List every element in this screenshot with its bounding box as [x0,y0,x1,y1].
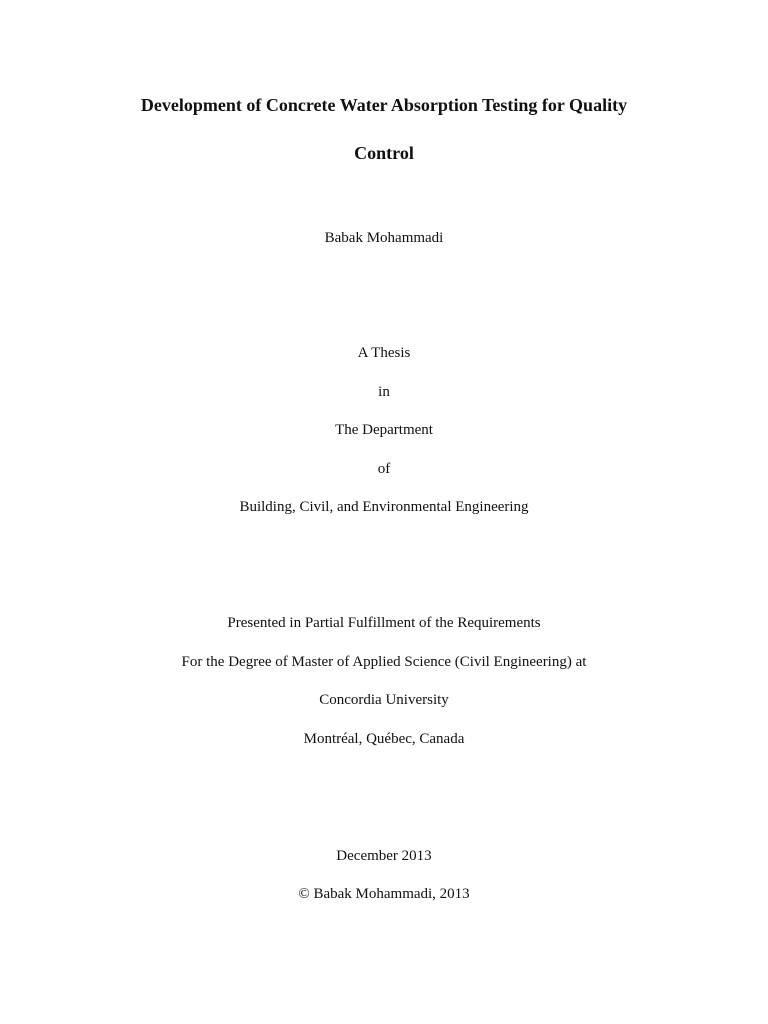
requirements-line-1: Presented in Partial Fulfillment of the Requirements [227,615,541,631]
department-name: Building, Civil, and Environmental Engineering [239,499,529,515]
in-label: in [378,384,390,400]
copyright-notice: © Babak Mohammadi, 2013 [298,886,470,902]
submission-date: December 2013 [336,848,432,864]
thesis-title-line-2: Control [354,143,414,163]
the-department-label: The Department [335,422,433,438]
university-location: Montréal, Québec, Canada [303,731,465,747]
author-name: Babak Mohammadi [324,230,444,246]
thesis-title-line-1: Development of Concrete Water Absorption Testing for Quality [140,95,628,115]
requirements-line-2: For the Degree of Master of Applied Science (Civil Engineering) at [181,654,587,670]
a-thesis-label: A Thesis [357,345,411,361]
of-label: of [377,461,391,477]
university-name: Concordia University [319,692,449,708]
